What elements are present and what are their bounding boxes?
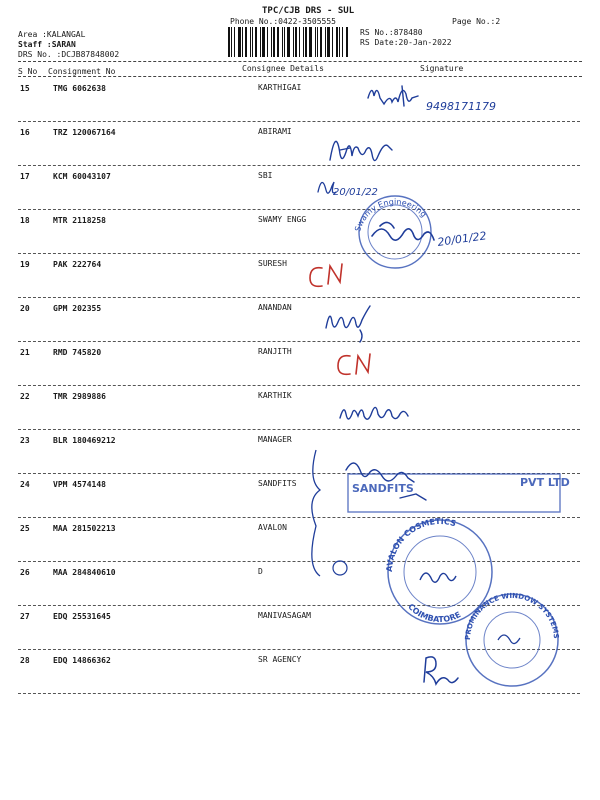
row-consignment: MTR 2118258 xyxy=(53,216,106,225)
table-row xyxy=(0,83,600,130)
barcode-bar xyxy=(231,27,232,57)
barcode-bar xyxy=(242,27,243,57)
row-sno: 24 xyxy=(20,480,30,489)
header-divider xyxy=(18,61,582,62)
row-consignee: SWAMY ENGG xyxy=(258,215,307,224)
barcode-bar xyxy=(339,27,340,57)
table-row xyxy=(0,303,600,350)
row-consignment: VPM 4574148 xyxy=(53,480,106,489)
row-sno: 27 xyxy=(20,612,30,621)
row-divider xyxy=(18,341,580,342)
row-consignment: EDQ 14866362 xyxy=(53,656,111,665)
drs-number: DRS No. :DCJB87848002 xyxy=(18,50,120,59)
row-consignee: D xyxy=(258,567,263,576)
row-sno: 15 xyxy=(20,84,30,93)
column-header-consignee: Consignee Details xyxy=(242,64,324,73)
row-consignment: KCM 60043107 xyxy=(53,172,111,181)
row-consignee: KARTHIGAI xyxy=(258,83,302,92)
row-sno: 17 xyxy=(20,172,30,181)
area-label: Area :KALANGAL xyxy=(18,30,86,39)
barcode-bar xyxy=(346,27,348,57)
row-sno: 25 xyxy=(20,524,30,533)
barcode-bar xyxy=(309,27,312,57)
row-divider xyxy=(18,297,580,298)
barcode-bar xyxy=(250,27,251,57)
stamp-prominance-text: PROMINANCE WINDOW SYSTEMS xyxy=(463,591,561,641)
barcode-bar xyxy=(320,27,322,57)
barcode-bar xyxy=(255,27,257,57)
row-consignment: TMG 6062638 xyxy=(53,84,106,93)
stamp-pvt-text: PVT LTD xyxy=(520,476,570,489)
row-consignment: PAK 222764 xyxy=(53,260,102,269)
row-divider xyxy=(18,693,580,694)
row-consignee: SURESH xyxy=(258,259,287,268)
barcode-bar xyxy=(245,27,247,57)
sheet-title: TPC/CJB DRS - SUL xyxy=(262,6,355,16)
table-row xyxy=(0,611,600,658)
table-row xyxy=(0,347,600,394)
column-header-consignment: Consignment No xyxy=(48,67,116,76)
row-divider xyxy=(18,165,580,166)
row-sno: 19 xyxy=(20,260,30,269)
table-row xyxy=(0,215,600,262)
barcode-bar xyxy=(271,27,272,57)
staff-label: Staff :SARAN xyxy=(18,40,76,49)
row-divider xyxy=(18,649,580,650)
row-sno: 26 xyxy=(20,568,30,577)
row-consignment: MAA 281502213 xyxy=(53,524,116,533)
row-sno: 16 xyxy=(20,128,30,137)
stamp-avalon-bottom-text: COIMBATORE xyxy=(406,602,463,625)
barcode-bar xyxy=(260,27,261,57)
row-sno: 22 xyxy=(20,392,30,401)
barcode-bar xyxy=(282,27,283,57)
barcode-bar xyxy=(327,27,330,57)
column-header-signature: Signature xyxy=(420,64,464,73)
barcode-bar xyxy=(317,27,318,57)
signature-date-17: 20/01/22 xyxy=(333,187,378,198)
barcode-bar xyxy=(228,27,230,57)
table-row xyxy=(0,259,600,306)
barcode-bar xyxy=(303,27,304,57)
barcode-bar xyxy=(234,27,235,57)
barcode-bar xyxy=(284,27,285,57)
barcode-bar xyxy=(262,27,265,57)
row-consignee: AVALON xyxy=(258,523,287,532)
table-row xyxy=(0,655,600,702)
stamp-avalon-top-text: AVALON COSMETICS xyxy=(384,516,458,573)
table-row xyxy=(0,567,600,614)
barcode-bar xyxy=(293,27,294,57)
barcode-bar xyxy=(299,27,300,57)
barcode-bar xyxy=(342,27,343,57)
row-consignment: GPM 202355 xyxy=(53,304,102,313)
signature-phone-note: 9498171179 xyxy=(426,100,496,113)
row-consignment: EDQ 25531645 xyxy=(53,612,111,621)
barcode-bar xyxy=(267,27,268,57)
barcode xyxy=(228,27,350,57)
row-sno: 28 xyxy=(20,656,30,665)
row-divider xyxy=(18,473,580,474)
row-divider xyxy=(18,605,580,606)
phone-number: Phone No.:0422-3505555 xyxy=(230,17,336,26)
row-consignment: TMR 2989886 xyxy=(53,392,106,401)
row-consignee: MANAGER xyxy=(258,435,292,444)
row-divider xyxy=(18,121,580,122)
column-header-sno: S No xyxy=(18,67,38,76)
signature-date-18: 20/01/22 xyxy=(436,229,488,249)
row-sno: 23 xyxy=(20,436,30,445)
row-consignee: ABIRAMI xyxy=(258,127,292,136)
row-consignee: RANJITH xyxy=(258,347,292,356)
stamp-sandfits-text: SANDFITS xyxy=(352,482,414,495)
column-header-divider xyxy=(18,76,582,77)
row-divider xyxy=(18,517,580,518)
row-divider xyxy=(18,561,580,562)
row-consignment: TRZ 120067164 xyxy=(53,128,116,137)
row-consignee: SBI xyxy=(258,171,273,180)
barcode-bar xyxy=(287,27,290,57)
page-number: Page No.:2 xyxy=(452,17,501,26)
row-sno: 21 xyxy=(20,348,30,357)
row-consignee: SR AGENCY xyxy=(258,655,302,664)
table-row xyxy=(0,479,600,526)
table-row xyxy=(0,523,600,570)
rs-number: RS No.:878480 xyxy=(360,28,423,37)
row-consignee: SANDFITS xyxy=(258,479,297,488)
barcode-bar xyxy=(273,27,275,57)
table-row xyxy=(0,171,600,218)
row-sno: 20 xyxy=(20,304,30,313)
row-consignee: ANANDAN xyxy=(258,303,292,312)
row-consignment: MAA 284840610 xyxy=(53,568,116,577)
row-divider xyxy=(18,253,580,254)
stamp-swamy-text: Swamy Engineering xyxy=(353,197,429,233)
row-divider xyxy=(18,385,580,386)
table-row xyxy=(0,127,600,174)
row-consignment: BLR 180469212 xyxy=(53,436,116,445)
row-consignee: KARTHIK xyxy=(258,391,292,400)
barcode-bar xyxy=(305,27,307,57)
row-divider xyxy=(18,429,580,430)
row-divider xyxy=(18,209,580,210)
row-sno: 18 xyxy=(20,216,30,225)
barcode-bar xyxy=(252,27,253,57)
row-consignee: MANIVASAGAM xyxy=(258,611,311,620)
barcode-bar xyxy=(332,27,333,57)
barcode-bar xyxy=(315,27,316,57)
row-consignment: RMD 745820 xyxy=(53,348,102,357)
barcode-bar xyxy=(277,27,279,57)
barcode-bar xyxy=(336,27,338,57)
barcode-bar xyxy=(238,27,241,57)
rs-date: RS Date:20-Jan-2022 xyxy=(360,38,452,47)
table-row xyxy=(0,435,600,482)
barcode-bar xyxy=(325,27,326,57)
barcode-bar xyxy=(295,27,297,57)
table-row xyxy=(0,391,600,438)
